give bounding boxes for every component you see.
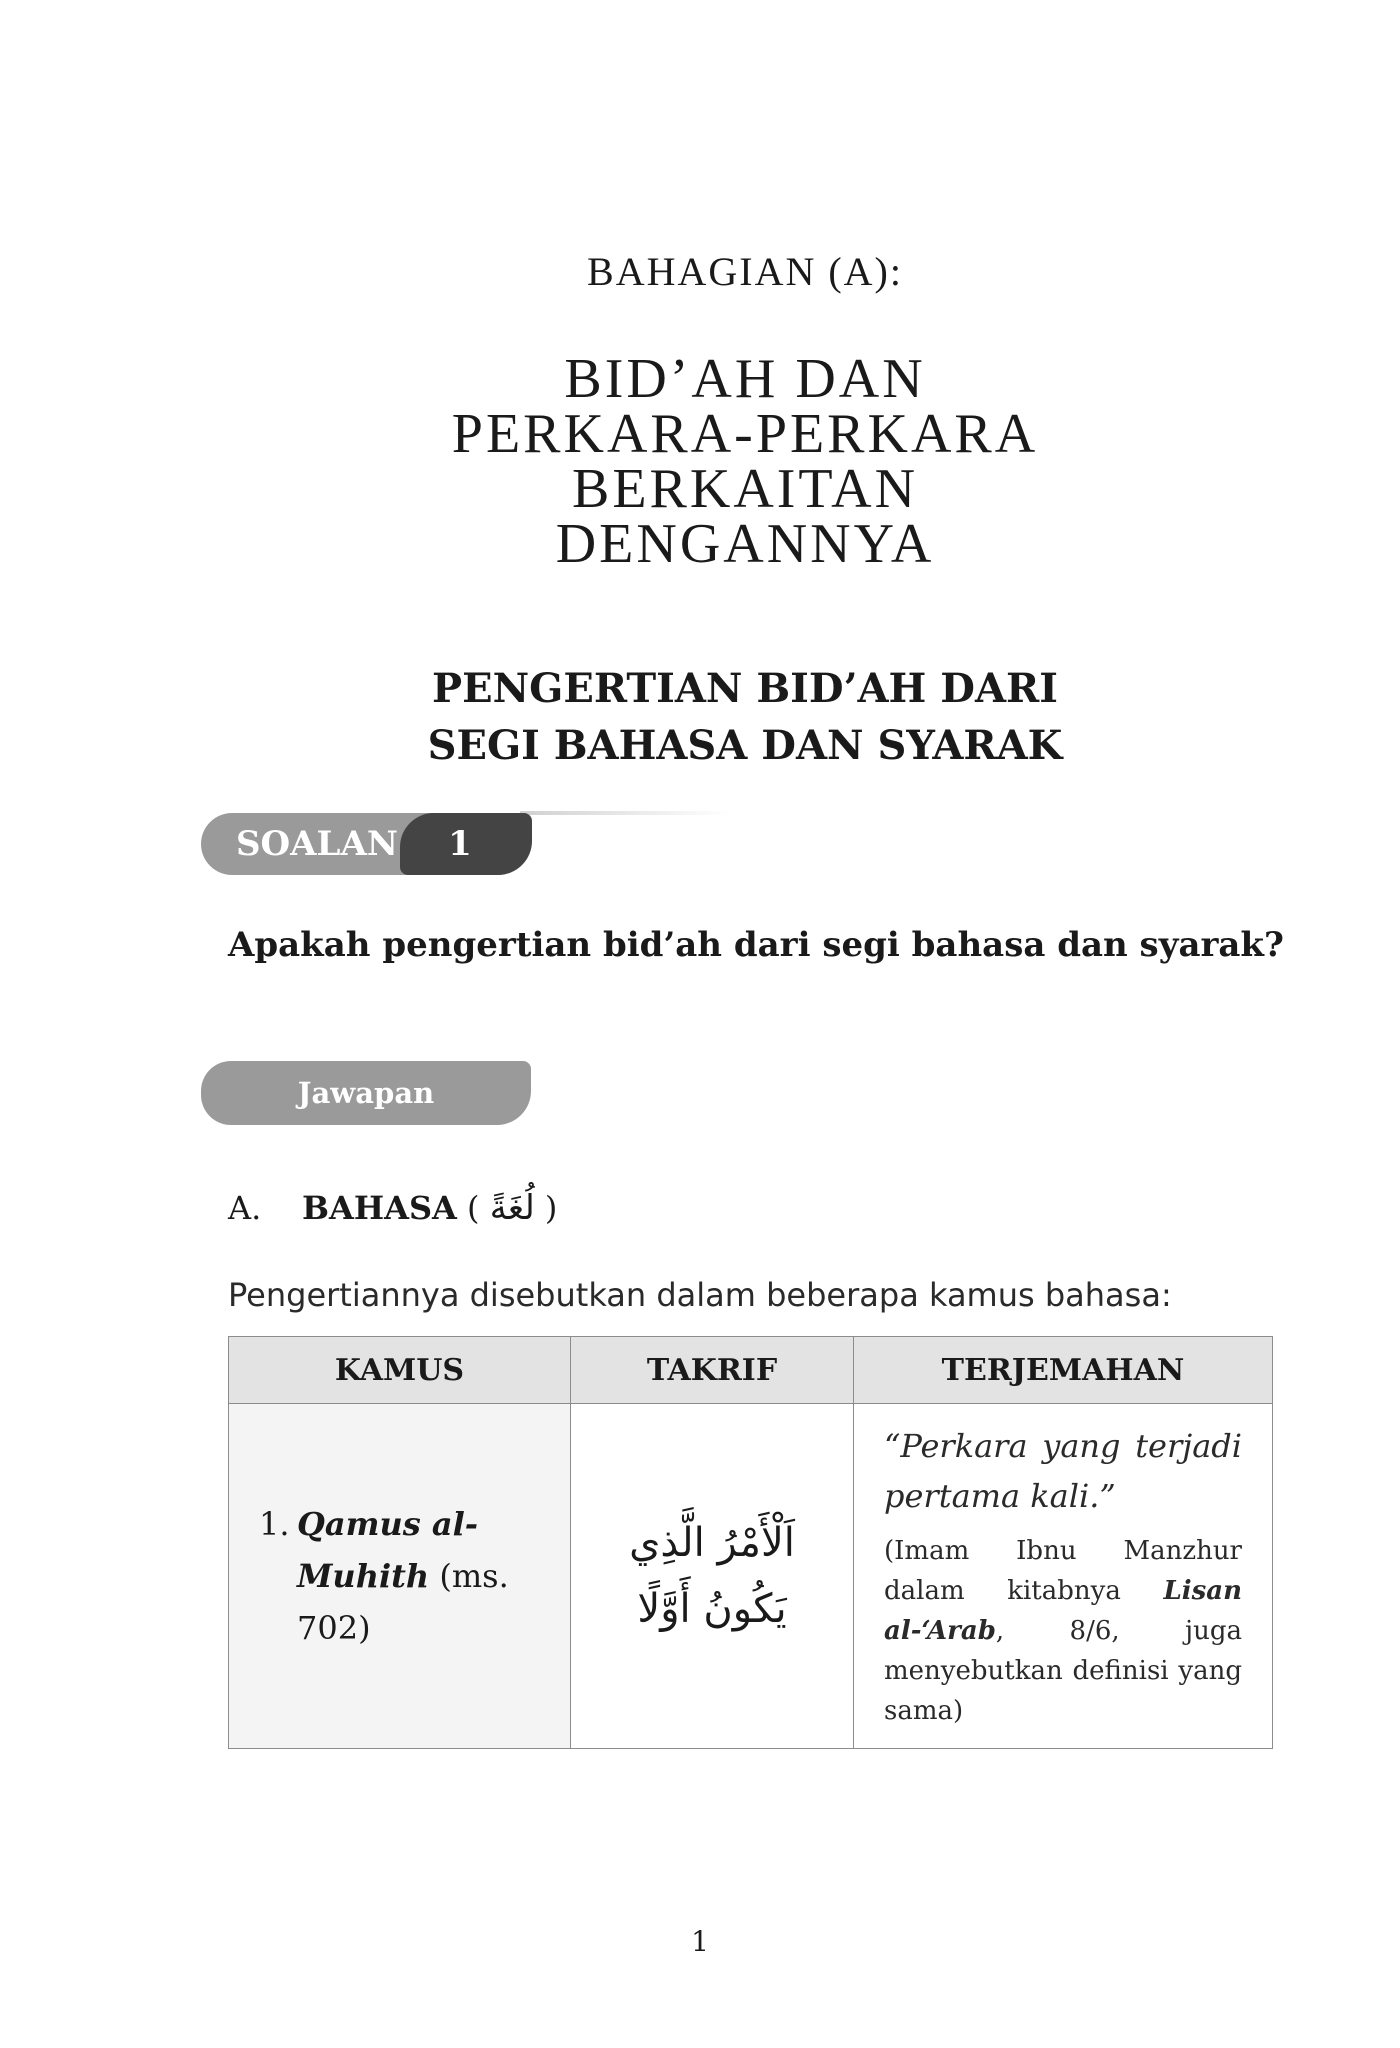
question-text: Apakah pengertian bid’ah dari segi bahasa dan syarak? bbox=[228, 925, 1284, 965]
reference-book: Lisan al-‘Arab bbox=[884, 1576, 1242, 1646]
part-label: BAHAGIAN (A): bbox=[587, 249, 903, 294]
reference-before: (Imam Ibnu Manzhur dalam kitabnya bbox=[884, 1536, 1242, 1606]
chapter-title-line-4: DENGANNYA bbox=[555, 513, 935, 575]
chapter-title-line-1: BID’AH DAN bbox=[564, 348, 926, 410]
kamus-text bbox=[297, 1498, 542, 1654]
section-label: BAHASA bbox=[302, 1189, 457, 1227]
question-badge-fade-line bbox=[520, 811, 730, 815]
open-paren: ( bbox=[467, 1189, 480, 1227]
kamus-cell bbox=[229, 1404, 571, 1749]
terjemahan-cell bbox=[854, 1404, 1273, 1749]
table-row bbox=[229, 1404, 1273, 1749]
table-header-row bbox=[229, 1337, 1273, 1404]
kamus-page: (ms. 702) bbox=[297, 1557, 509, 1647]
dictionary-table bbox=[228, 1336, 1273, 1749]
close-paren: ) bbox=[544, 1189, 558, 1227]
chapter-title-line-3: BERKAITAN bbox=[571, 458, 919, 520]
translation-text: “Perkara yang terjadi pertama kali.” bbox=[884, 1427, 1242, 1515]
section-a-heading bbox=[228, 1188, 557, 1228]
takrif-cell bbox=[571, 1404, 854, 1749]
header-kamus: KAMUS bbox=[229, 1337, 571, 1404]
subtitle-line-1: PENGERTIAN BID’AH DARI bbox=[432, 665, 1058, 712]
reference-note bbox=[884, 1531, 1242, 1731]
page-number: 1 bbox=[691, 1925, 709, 1958]
entry-number: 1. bbox=[259, 1505, 290, 1543]
takrif-line-2: يَكُونُ أَوَّلًا bbox=[637, 1586, 787, 1632]
takrif-line-1: اَلْأَمْرُ الَّذِي bbox=[629, 1520, 795, 1566]
intro-text: Pengertiannya disebutkan dalam beberapa kamus bahasa: bbox=[228, 1276, 1172, 1314]
chapter-title bbox=[445, 348, 1045, 575]
section-letter: A. bbox=[228, 1189, 262, 1227]
header-terjemahan: TERJEMAHAN bbox=[854, 1337, 1273, 1404]
kamus-name: Qamus al-Muhith bbox=[297, 1505, 479, 1595]
subtitle-line-2: SEGI BAHASA DAN SYARAK bbox=[427, 722, 1063, 769]
reference-after: , 8/6, juga menyebutkan definisi yang sama) bbox=[884, 1616, 1242, 1726]
kamus-entry bbox=[259, 1498, 542, 1654]
arabic-term: لُغَةً bbox=[489, 1188, 535, 1228]
answer-badge: Jawapan bbox=[201, 1061, 531, 1125]
question-badge-label: SOALAN bbox=[236, 824, 398, 864]
question-number: 1 bbox=[448, 824, 472, 864]
chapter-title-line-2: PERKARA-PERKARA bbox=[451, 403, 1039, 465]
section-subtitle bbox=[395, 660, 1095, 774]
header-takrif: TAKRIF bbox=[571, 1337, 854, 1404]
